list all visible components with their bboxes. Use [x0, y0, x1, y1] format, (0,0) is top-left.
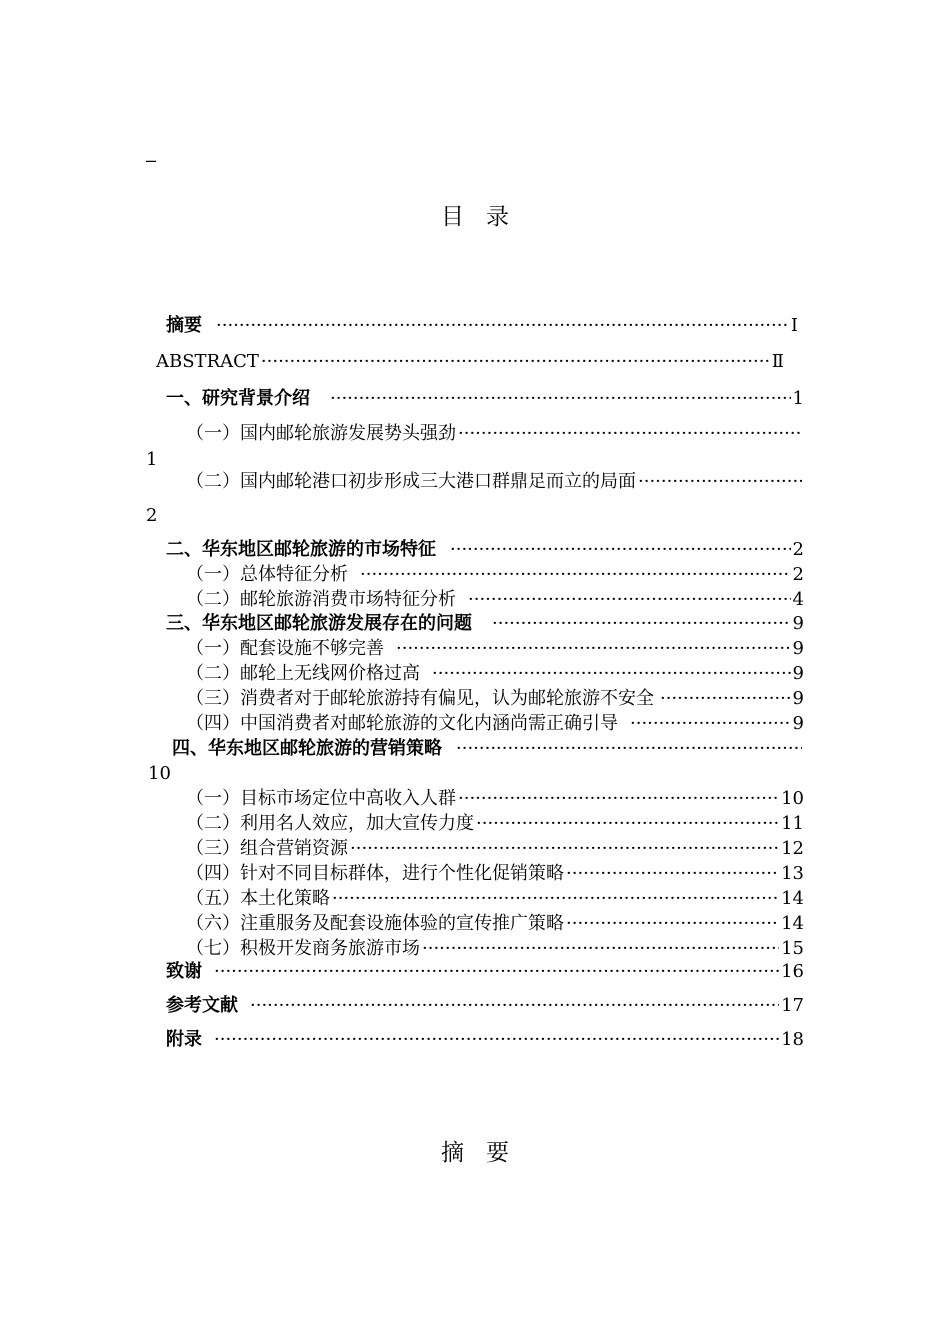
toc-entry-label: 二、华东地区邮轮旅游的市场特征 [166, 539, 436, 560]
toc-entry-label: 三、华东地区邮轮旅游发展存在的问题 [166, 613, 472, 634]
toc-entry-label: （一）总体特征分析 [186, 564, 348, 585]
toc-leader [350, 837, 779, 861]
toc-entry-3-3[interactable] [186, 687, 804, 711]
toc-leader [638, 470, 802, 494]
toc-entry-label: ABSTRACT [156, 351, 259, 372]
toc-leader [450, 538, 791, 562]
toc-entry-page: 2 [792, 539, 804, 560]
toc-entry-3-2[interactable] [186, 662, 804, 686]
toc-entry-page: 2 [146, 505, 158, 526]
toc-leader [422, 937, 779, 961]
toc-leader [360, 563, 791, 587]
toc-leader [458, 422, 802, 446]
toc-entry-label: （一）国内邮轮旅游发展势头强劲 [186, 423, 456, 444]
toc-entry-page: 14 [781, 888, 804, 909]
toc-entry-label: （二）邮轮上无线网价格过高 [186, 663, 420, 684]
toc-leader [492, 612, 791, 636]
toc-entry-1-2[interactable] [186, 470, 804, 494]
toc-leader [261, 350, 770, 374]
toc-entry-4-4[interactable] [186, 862, 804, 886]
toc-entry-4-2[interactable] [186, 812, 804, 836]
toc-leader [250, 994, 779, 1018]
toc-entry-2-1[interactable] [186, 563, 804, 587]
toc-leader [330, 387, 791, 411]
toc-entry-page: 9 [792, 713, 804, 734]
page-dash: – [146, 150, 157, 170]
toc-entry-2-2[interactable] [186, 588, 804, 612]
abstract-title: 摘要 [441, 1140, 531, 1166]
toc-entry-label: 致谢 [166, 961, 202, 982]
toc-leader [216, 314, 789, 338]
toc-entry-abstract-cn[interactable] [166, 314, 798, 338]
toc-entry-label: （一）目标市场定位中高收入人群 [186, 788, 456, 809]
toc-entry-1-1[interactable] [186, 422, 804, 446]
toc-entry-label: 参考文献 [166, 995, 238, 1016]
toc-leader [566, 862, 779, 886]
toc-leader [630, 712, 791, 736]
toc-entry-page: 11 [781, 813, 804, 834]
toc-entry-page: 16 [781, 961, 804, 982]
toc-leader [214, 960, 779, 984]
toc-entry-appendix[interactable] [166, 1028, 804, 1052]
toc-entry-4-3[interactable] [186, 837, 804, 861]
toc-entry-chapter-3[interactable] [166, 612, 804, 636]
toc-entry-4-1[interactable] [186, 787, 804, 811]
toc-entry-label: （四）中国消费者对邮轮旅游的文化内涵尚需正确引导 [186, 713, 618, 734]
toc-entry-page: 1 [792, 388, 804, 409]
toc-entry-label: （一）配套设施不够完善 [186, 638, 384, 659]
toc-entry-label: （七）积极开发商务旅游市场 [186, 938, 420, 959]
toc-leader [458, 787, 779, 811]
toc-entry-page: 9 [792, 613, 804, 634]
toc-leader [214, 1028, 779, 1052]
toc-entry-label: （二）利用名人效应，加大宣传力度 [186, 813, 474, 834]
toc-entry-4-5[interactable] [186, 887, 804, 911]
toc-entry-chapter-2[interactable] [166, 538, 804, 562]
toc-entry-label: （三）组合营销资源 [186, 838, 348, 859]
toc-entry-label: （三）消费者对于邮轮旅游持有偏见，认为邮轮旅游不安全 [186, 688, 654, 709]
toc-leader [432, 662, 791, 686]
toc-entry-label: （五）本土化策略 [186, 888, 330, 909]
toc-entry-page: Ⅰ [790, 315, 798, 336]
toc-leader [566, 912, 779, 936]
toc-entry-page: 14 [781, 913, 804, 934]
toc-entry-label: （二）国内邮轮港口初步形成三大港口群鼎足而立的局面 [186, 471, 636, 492]
toc-entry-page: 18 [781, 1029, 804, 1050]
toc-entry-label: （二）邮轮旅游消费市场特征分析 [186, 589, 456, 610]
toc-entry-abstract-en[interactable] [156, 350, 784, 374]
toc-title: 目录 [441, 204, 531, 230]
toc-entry-page: Ⅱ [771, 351, 784, 372]
toc-entry-page: 2 [792, 564, 804, 585]
toc-entry-page: 10 [148, 763, 171, 784]
toc-entry-label: 四、华东地区邮轮旅游的营销策略 [172, 738, 442, 759]
toc-entry-page: 10 [781, 788, 804, 809]
toc-entry-label: 摘要 [166, 315, 202, 336]
toc-entry-page: 15 [781, 938, 804, 959]
toc-entry-4-7[interactable] [186, 937, 804, 961]
toc-entry-page: 4 [792, 589, 804, 610]
toc-leader [468, 588, 791, 612]
toc-entry-chapter-4[interactable] [172, 737, 804, 761]
toc-entry-chapter-1[interactable] [166, 387, 804, 411]
toc-leader [396, 637, 791, 661]
toc-entry-label: （六）注重服务及配套设施体验的宣传推广策略 [186, 913, 564, 934]
toc-leader [332, 887, 779, 911]
toc-entry-references[interactable] [166, 994, 804, 1018]
toc-entry-page: 17 [781, 995, 804, 1016]
toc-entry-page: 13 [781, 863, 804, 884]
toc-entry-3-1[interactable] [186, 637, 804, 661]
toc-entry-page: 9 [792, 663, 804, 684]
toc-leader [660, 687, 791, 711]
toc-entry-label: （四）针对不同目标群体，进行个性化促销策略 [186, 863, 564, 884]
toc-entry-page: 9 [792, 688, 804, 709]
toc-entry-4-6[interactable] [186, 912, 804, 936]
toc-entry-3-4[interactable] [186, 712, 804, 736]
toc-entry-label: 附录 [166, 1029, 202, 1050]
toc-leader [476, 812, 779, 836]
toc-entry-page: 1 [146, 449, 158, 470]
toc-leader [456, 737, 802, 761]
toc-entry-page: 12 [781, 838, 804, 859]
toc-entry-acknowledgement[interactable] [166, 960, 804, 984]
toc-entry-page: 9 [792, 638, 804, 659]
toc-entry-label: 一、研究背景介绍 [166, 388, 310, 409]
